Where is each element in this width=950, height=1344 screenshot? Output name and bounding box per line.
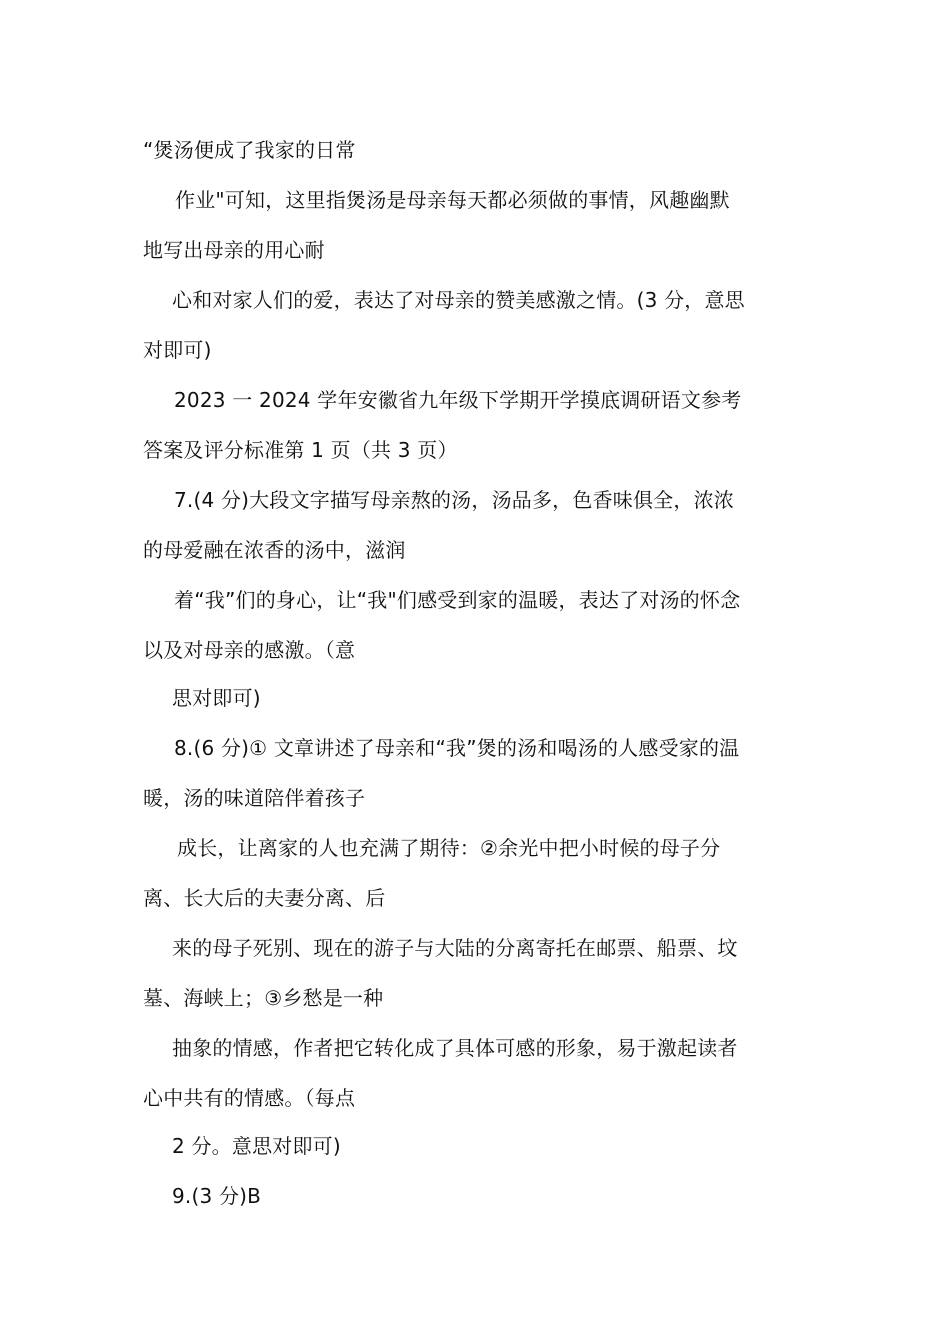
text-line: 7.(4 分)大段文字描写母亲熬的汤，汤品多，色香味俱全，浓浓: [174, 488, 734, 512]
text-line: 离、长大后的夫妻分离、后: [143, 886, 386, 910]
text-line: 作业"可知，这里指煲汤是母亲每天都必须做的事情，风趣幽默: [175, 188, 730, 212]
text-line: “煲汤便成了我家的日常: [143, 138, 356, 162]
text-line: 的母爱融在浓香的汤中，滋润: [143, 538, 406, 562]
text-line: 暖，汤的味道陪伴着孩子: [143, 786, 366, 810]
text-line: 2023 一 2024 学年安徽省九年级下学期开学摸底调研语文参考: [174, 388, 742, 412]
text-line: 抽象的情感，作者把它转化成了具体可感的形象，易于激起读者: [172, 1036, 738, 1060]
text-line: 8.(6 分)① 文章讲述了母亲和“我”煲的汤和喝汤的人感受家的温: [174, 736, 740, 760]
text-line: 答案及评分标准第 1 页（共 3 页）: [143, 438, 458, 462]
text-line: 墓、海峡上；③乡愁是一种: [143, 986, 384, 1010]
text-line: 思对即可): [172, 686, 261, 710]
text-line: 9.(3 分)B: [172, 1184, 262, 1208]
text-line: 2 分。意思对即可): [172, 1134, 341, 1158]
text-line: 来的母子死别、现在的游子与大陆的分离寄托在邮票、船票、坟: [172, 936, 738, 960]
text-line: 心和对家人们的爱，表达了对母亲的赞美感激之情。(3 分，意思: [172, 288, 745, 312]
text-line: 以及对母亲的感激。（意: [143, 638, 356, 662]
text-line: 对即可): [143, 338, 212, 362]
text-line: 心中共有的情感。（每点: [143, 1086, 356, 1110]
text-line: 成长，让离家的人也充满了期待：②余光中把小时候的母子分: [177, 836, 721, 860]
text-line: 地写出母亲的用心耐: [143, 238, 325, 262]
text-line: 着“我”们的身心，让“我"们感受到家的温暖，表达了对汤的怀念: [174, 588, 741, 612]
